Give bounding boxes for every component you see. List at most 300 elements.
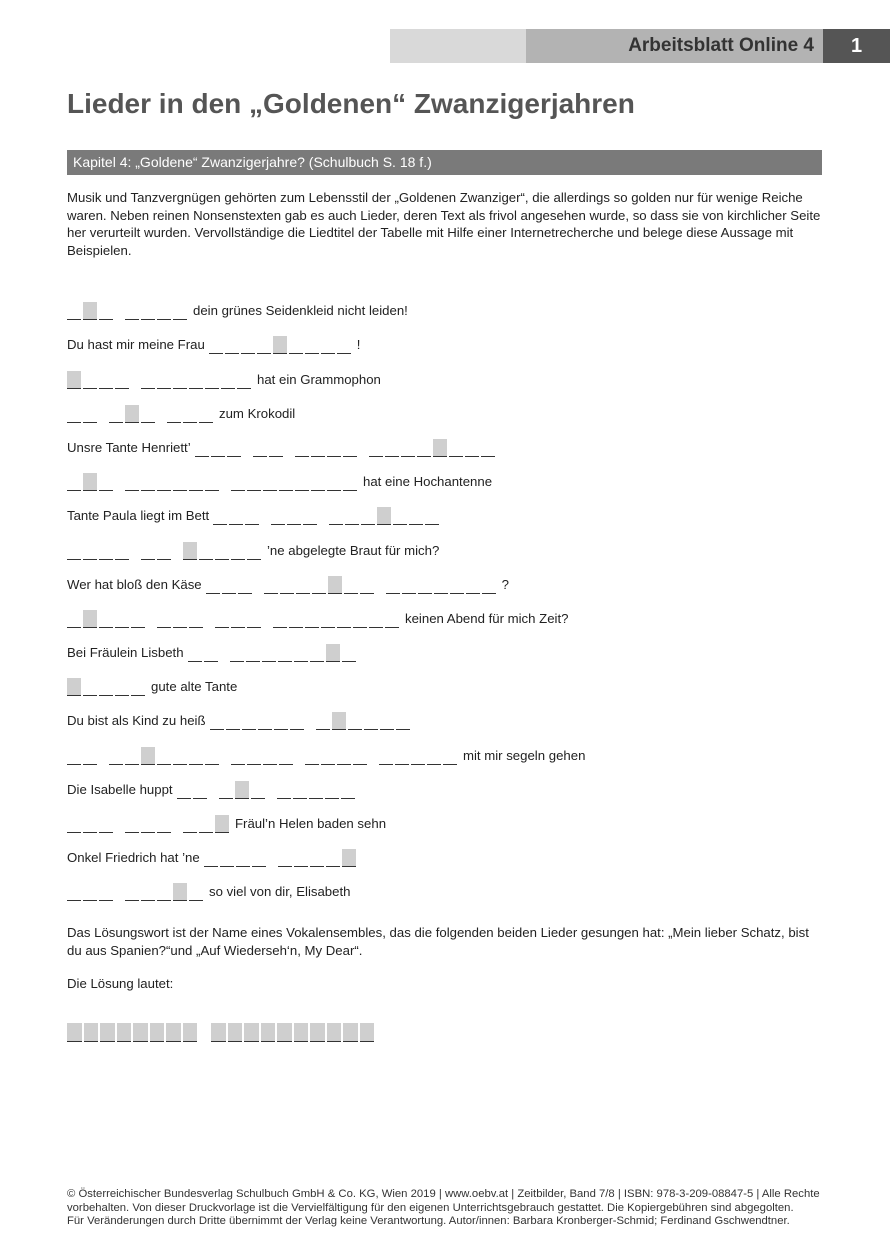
letter-blank[interactable] xyxy=(83,405,97,423)
letter-blank[interactable] xyxy=(411,747,425,765)
letter-blank[interactable] xyxy=(183,405,197,423)
letter-blank[interactable] xyxy=(321,610,335,628)
letter-blank[interactable] xyxy=(189,473,203,491)
letter-blank[interactable] xyxy=(193,781,207,799)
letter-blank[interactable] xyxy=(277,781,291,799)
solution-letter-blank[interactable] xyxy=(326,644,340,662)
letter-blank[interactable] xyxy=(353,610,367,628)
letter-blank[interactable] xyxy=(385,610,399,628)
letter-blank[interactable] xyxy=(329,507,343,525)
letter-blank[interactable] xyxy=(195,439,209,457)
solution-box[interactable] xyxy=(261,1023,276,1042)
song-title-text: hat ein Grammophon xyxy=(257,371,381,387)
letter-blank[interactable] xyxy=(215,610,229,628)
solution-box[interactable] xyxy=(244,1023,259,1042)
solution-letter-blank[interactable] xyxy=(125,405,139,423)
letter-blank[interactable] xyxy=(466,576,480,594)
word-blanks xyxy=(316,712,412,730)
letter-blank[interactable] xyxy=(131,678,145,696)
letter-blank[interactable] xyxy=(238,576,252,594)
letter-blank[interactable] xyxy=(173,371,187,389)
word-blanks xyxy=(231,747,295,765)
letter-blank[interactable] xyxy=(225,336,239,354)
letter-blank[interactable] xyxy=(210,712,224,730)
song-row xyxy=(67,833,589,867)
word-blanks xyxy=(67,371,131,389)
letter-blank[interactable] xyxy=(353,747,367,765)
letter-blank[interactable] xyxy=(449,439,463,457)
letter-blank[interactable] xyxy=(434,576,448,594)
letter-blank[interactable] xyxy=(247,610,261,628)
letter-blank[interactable] xyxy=(204,644,218,662)
letter-blank[interactable] xyxy=(141,302,155,320)
letter-blank[interactable] xyxy=(309,781,323,799)
letter-blank[interactable] xyxy=(67,610,81,628)
song-title-text: mit mir segeln gehen xyxy=(463,747,586,763)
solution-letter-blank[interactable] xyxy=(328,576,342,594)
solution-box[interactable] xyxy=(294,1023,309,1042)
letter-blank[interactable] xyxy=(83,371,97,389)
word-blanks xyxy=(204,849,268,867)
letter-blank[interactable] xyxy=(343,439,357,457)
letter-blank[interactable] xyxy=(237,371,251,389)
letter-blank[interactable] xyxy=(321,336,335,354)
word-blanks xyxy=(67,405,99,423)
letter-blank[interactable] xyxy=(482,576,496,594)
word-blanks xyxy=(67,473,115,491)
song-title-text: so viel von dir, Elisabeth xyxy=(209,884,351,900)
letter-blank[interactable] xyxy=(231,473,245,491)
word-blanks xyxy=(219,781,267,799)
letter-blank[interactable] xyxy=(409,507,423,525)
solution-letter-blank[interactable] xyxy=(342,849,356,867)
word-blanks xyxy=(209,336,353,354)
letter-blank[interactable] xyxy=(262,644,276,662)
solution-box[interactable] xyxy=(100,1023,115,1042)
letter-blank[interactable] xyxy=(386,576,400,594)
letter-blank[interactable] xyxy=(360,576,374,594)
letter-blank[interactable] xyxy=(99,883,113,901)
letter-blank[interactable] xyxy=(213,507,227,525)
solution-box[interactable] xyxy=(327,1023,342,1042)
solution-box[interactable] xyxy=(277,1023,292,1042)
letter-blank[interactable] xyxy=(310,644,324,662)
letter-blank[interactable] xyxy=(252,849,266,867)
word-blanks xyxy=(183,542,263,560)
letter-blank[interactable] xyxy=(215,542,229,560)
solution-box[interactable] xyxy=(228,1023,243,1042)
letter-blank[interactable] xyxy=(293,781,307,799)
header-bar-light xyxy=(390,29,526,63)
letter-blank[interactable] xyxy=(157,371,171,389)
song-row xyxy=(67,696,589,730)
letter-blank[interactable] xyxy=(316,712,330,730)
letter-blank[interactable] xyxy=(247,747,261,765)
letter-blank[interactable] xyxy=(279,747,293,765)
solution-box[interactable] xyxy=(343,1023,358,1042)
letter-blank[interactable] xyxy=(206,576,220,594)
word-blanks xyxy=(215,610,263,628)
letter-blank[interactable] xyxy=(141,815,155,833)
letter-blank[interactable] xyxy=(401,439,415,457)
letter-blank[interactable] xyxy=(157,302,171,320)
letter-blank[interactable] xyxy=(189,610,203,628)
solution-letter-blank[interactable] xyxy=(83,302,97,320)
letter-blank[interactable] xyxy=(125,815,139,833)
solution-box[interactable] xyxy=(84,1023,99,1042)
letter-blank[interactable] xyxy=(481,439,495,457)
letter-blank[interactable] xyxy=(83,542,97,560)
letter-blank[interactable] xyxy=(231,542,245,560)
letter-blank[interactable] xyxy=(303,507,317,525)
letter-blank[interactable] xyxy=(417,439,431,457)
song-row xyxy=(67,628,589,662)
letter-blank[interactable] xyxy=(337,610,351,628)
letter-blank[interactable] xyxy=(67,747,81,765)
letter-blank[interactable] xyxy=(99,815,113,833)
word-blanks xyxy=(277,781,357,799)
letter-blank[interactable] xyxy=(395,747,409,765)
letter-blank[interactable] xyxy=(67,815,81,833)
letter-blank[interactable] xyxy=(341,781,355,799)
letter-blank[interactable] xyxy=(141,473,155,491)
letter-blank[interactable] xyxy=(141,542,155,560)
word-blanks xyxy=(264,576,376,594)
letter-blank[interactable] xyxy=(67,302,81,320)
letter-blank[interactable] xyxy=(221,371,235,389)
letter-blank[interactable] xyxy=(247,473,261,491)
solution-letter-blank[interactable] xyxy=(273,336,287,354)
song-title-text: Du bist als Kind zu heiß xyxy=(67,713,206,729)
song-row xyxy=(67,765,589,799)
letter-blank[interactable] xyxy=(348,712,362,730)
song-title-text: dein grünes Seidenkleid nicht leiden! xyxy=(193,303,408,319)
letter-blank[interactable] xyxy=(364,712,378,730)
word-blanks xyxy=(188,644,220,662)
song-row xyxy=(67,799,589,833)
letter-blank[interactable] xyxy=(344,576,358,594)
letter-blank[interactable] xyxy=(305,336,319,354)
letter-blank[interactable] xyxy=(290,712,304,730)
letter-blank[interactable] xyxy=(264,576,278,594)
solution-box[interactable] xyxy=(150,1023,165,1042)
song-title-text: zum Krokodil xyxy=(219,405,296,421)
letter-blank[interactable] xyxy=(173,610,187,628)
letter-blank[interactable] xyxy=(220,849,234,867)
solution-box[interactable] xyxy=(117,1023,132,1042)
letter-blank[interactable] xyxy=(230,644,244,662)
letter-blank[interactable] xyxy=(246,644,260,662)
letter-blank[interactable] xyxy=(312,576,326,594)
solution-box[interactable] xyxy=(310,1023,325,1042)
letter-blank[interactable] xyxy=(183,815,197,833)
letter-blank[interactable] xyxy=(253,439,267,457)
letter-blank[interactable] xyxy=(231,747,245,765)
letter-blank[interactable] xyxy=(369,610,383,628)
letter-blank[interactable] xyxy=(311,473,325,491)
word-blanks xyxy=(67,815,115,833)
letter-blank[interactable] xyxy=(199,542,213,560)
letter-blank[interactable] xyxy=(242,712,256,730)
word-blanks xyxy=(109,405,157,423)
letter-blank[interactable] xyxy=(199,815,213,833)
letter-blank[interactable] xyxy=(465,439,479,457)
letter-blank[interactable] xyxy=(296,576,310,594)
letter-blank[interactable] xyxy=(67,405,81,423)
letter-blank[interactable] xyxy=(125,883,139,901)
letter-blank[interactable] xyxy=(115,678,129,696)
letter-blank[interactable] xyxy=(205,747,219,765)
letter-blank[interactable] xyxy=(385,439,399,457)
letter-blank[interactable] xyxy=(83,883,97,901)
letter-blank[interactable] xyxy=(425,507,439,525)
letter-blank[interactable] xyxy=(295,439,309,457)
letter-blank[interactable] xyxy=(289,336,303,354)
letter-blank[interactable] xyxy=(167,405,181,423)
letter-blank[interactable] xyxy=(402,576,416,594)
letter-blank[interactable] xyxy=(326,849,340,867)
letter-blank[interactable] xyxy=(67,542,81,560)
letter-blank[interactable] xyxy=(125,473,139,491)
letter-blank[interactable] xyxy=(287,507,301,525)
letter-blank[interactable] xyxy=(83,678,97,696)
letter-blank[interactable] xyxy=(157,883,171,901)
letter-blank[interactable] xyxy=(99,610,113,628)
letter-blank[interactable] xyxy=(204,849,218,867)
solution-letter-blank[interactable] xyxy=(67,678,81,696)
letter-blank[interactable] xyxy=(157,473,171,491)
letter-blank[interactable] xyxy=(241,336,255,354)
word-blanks xyxy=(278,849,358,867)
page-title: Lieder in den „Goldenen“ Zwanzigerjahren xyxy=(67,88,635,119)
letter-blank[interactable] xyxy=(173,302,187,320)
song-title-text: Du hast mir meine Frau xyxy=(67,337,205,353)
word-blanks xyxy=(379,747,459,765)
solution-letter-blank[interactable] xyxy=(332,712,346,730)
word-blanks xyxy=(295,439,359,457)
word-blanks xyxy=(141,371,253,389)
letter-blank[interactable] xyxy=(99,678,113,696)
letter-blank[interactable] xyxy=(83,815,97,833)
letter-blank[interactable] xyxy=(236,849,250,867)
song-title-text: hat eine Hochantenne xyxy=(363,474,493,490)
letter-blank[interactable] xyxy=(269,439,283,457)
song-title-text: Wer hat bloß den Käse xyxy=(67,576,202,592)
letter-blank[interactable] xyxy=(294,644,308,662)
letter-blank[interactable] xyxy=(67,883,81,901)
word-blanks xyxy=(157,610,205,628)
letter-blank[interactable] xyxy=(418,576,432,594)
letter-blank[interactable] xyxy=(211,439,225,457)
song-row xyxy=(67,320,589,354)
solution-box[interactable] xyxy=(211,1023,226,1042)
letter-blank[interactable] xyxy=(337,747,351,765)
letter-blank[interactable] xyxy=(327,473,341,491)
letter-blank[interactable] xyxy=(427,747,441,765)
letter-blank[interactable] xyxy=(305,747,319,765)
song-title-text: Fräul’n Helen baden sehn xyxy=(235,816,387,831)
solution-letter-blank[interactable] xyxy=(173,883,187,901)
letter-blank[interactable] xyxy=(361,507,375,525)
page-number: 1 xyxy=(823,29,890,63)
song-title-text: Die Isabelle huppt xyxy=(67,781,173,797)
letter-blank[interactable] xyxy=(342,644,356,662)
letter-blank[interactable] xyxy=(379,747,393,765)
letter-blank[interactable] xyxy=(295,473,309,491)
solution-box[interactable] xyxy=(67,1023,82,1042)
letter-blank[interactable] xyxy=(83,747,97,765)
letter-blank[interactable] xyxy=(251,781,265,799)
song-title-text: Onkel Friedrich hat ’ne xyxy=(67,850,200,866)
song-title-text: ? xyxy=(501,576,509,592)
letter-blank[interactable] xyxy=(274,712,288,730)
solution-label: Die Lösung lautet: xyxy=(67,976,174,991)
letter-blank[interactable] xyxy=(189,883,203,901)
solution-letter-blank[interactable] xyxy=(433,439,447,457)
letter-blank[interactable] xyxy=(396,712,410,730)
letter-blank[interactable] xyxy=(219,781,233,799)
letter-blank[interactable] xyxy=(305,610,319,628)
letter-blank[interactable] xyxy=(310,849,324,867)
word-blanks xyxy=(210,712,306,730)
letter-blank[interactable] xyxy=(393,507,407,525)
song-row xyxy=(67,491,589,525)
letter-blank[interactable] xyxy=(115,610,129,628)
letter-blank[interactable] xyxy=(345,507,359,525)
solution-box[interactable] xyxy=(133,1023,148,1042)
letter-blank[interactable] xyxy=(109,747,123,765)
letter-blank[interactable] xyxy=(131,610,145,628)
letter-blank[interactable] xyxy=(199,405,213,423)
letter-blank[interactable] xyxy=(205,473,219,491)
word-blanks xyxy=(386,576,498,594)
letter-blank[interactable] xyxy=(321,747,335,765)
letter-blank[interactable] xyxy=(450,576,464,594)
solution-letter-blank[interactable] xyxy=(183,542,197,560)
song-title-text: ! xyxy=(356,337,361,353)
solution-letter-blank[interactable] xyxy=(215,815,229,833)
letter-blank[interactable] xyxy=(125,302,139,320)
letter-blank[interactable] xyxy=(157,747,171,765)
solution-letter-blank[interactable] xyxy=(83,610,97,628)
letter-blank[interactable] xyxy=(311,439,325,457)
letter-blank[interactable] xyxy=(226,712,240,730)
letter-blank[interactable] xyxy=(280,576,294,594)
letter-blank[interactable] xyxy=(231,610,245,628)
letter-blank[interactable] xyxy=(278,644,292,662)
letter-blank[interactable] xyxy=(263,473,277,491)
song-row xyxy=(67,389,589,423)
letter-blank[interactable] xyxy=(141,405,155,423)
letter-blank[interactable] xyxy=(157,610,171,628)
letter-blank[interactable] xyxy=(343,473,357,491)
letter-blank[interactable] xyxy=(247,542,261,560)
word-blanks xyxy=(253,439,285,457)
letter-blank[interactable] xyxy=(263,747,277,765)
letter-blank[interactable] xyxy=(99,542,113,560)
letter-blank[interactable] xyxy=(325,781,339,799)
solution-letter-blank[interactable] xyxy=(141,747,155,765)
song-row xyxy=(67,525,589,559)
word-blanks xyxy=(67,542,131,560)
letter-blank[interactable] xyxy=(141,371,155,389)
letter-blank[interactable] xyxy=(99,371,113,389)
letter-blank[interactable] xyxy=(294,849,308,867)
letter-blank[interactable] xyxy=(189,371,203,389)
letter-blank[interactable] xyxy=(257,336,271,354)
letter-blank[interactable] xyxy=(99,473,113,491)
letter-blank[interactable] xyxy=(278,849,292,867)
word-blanks xyxy=(141,542,173,560)
letter-blank[interactable] xyxy=(177,781,191,799)
solution-letter-blank[interactable] xyxy=(83,473,97,491)
solution-box[interactable] xyxy=(183,1023,198,1042)
song-title-text: keinen Abend für mich Zeit? xyxy=(405,610,569,626)
song-row xyxy=(67,730,589,764)
solution-box[interactable] xyxy=(360,1023,375,1042)
letter-blank[interactable] xyxy=(188,644,202,662)
letter-blank[interactable] xyxy=(369,439,383,457)
letter-blank[interactable] xyxy=(157,815,171,833)
letter-blank[interactable] xyxy=(337,336,351,354)
letter-blank[interactable] xyxy=(289,610,303,628)
solution-box[interactable] xyxy=(166,1023,181,1042)
letter-blank[interactable] xyxy=(173,473,187,491)
letter-blank[interactable] xyxy=(173,747,187,765)
letter-blank[interactable] xyxy=(227,439,241,457)
word-blanks xyxy=(273,610,401,628)
footer-copyright xyxy=(67,1188,827,1229)
song-row xyxy=(67,867,589,901)
letter-blank[interactable] xyxy=(109,405,123,423)
letter-blank[interactable] xyxy=(327,439,341,457)
letter-blank[interactable] xyxy=(380,712,394,730)
letter-blank[interactable] xyxy=(205,371,219,389)
word-blanks xyxy=(230,644,358,662)
song-row xyxy=(67,457,589,491)
word-blanks xyxy=(183,815,231,833)
word-blanks xyxy=(67,302,115,320)
solution-letter-blank[interactable] xyxy=(67,371,81,389)
letter-blank[interactable] xyxy=(99,302,113,320)
song-row xyxy=(67,423,589,457)
word-blanks xyxy=(231,473,359,491)
solution-letter-blank[interactable] xyxy=(377,507,391,525)
letter-blank[interactable] xyxy=(157,542,171,560)
letter-blank[interactable] xyxy=(67,473,81,491)
solution-word-boxes[interactable] xyxy=(67,1023,376,1042)
word-blanks xyxy=(167,405,215,423)
letter-blank[interactable] xyxy=(271,507,285,525)
letter-blank[interactable] xyxy=(209,336,223,354)
solution-letter-blank[interactable] xyxy=(235,781,249,799)
letter-blank[interactable] xyxy=(258,712,272,730)
letter-blank[interactable] xyxy=(115,371,129,389)
word-blanks xyxy=(271,507,319,525)
word-blanks xyxy=(67,747,99,765)
letter-blank[interactable] xyxy=(115,542,129,560)
letter-blank[interactable] xyxy=(279,473,293,491)
intro-paragraph: Musik und Tanzvergnügen gehörten zum Lebensstil der „Goldenen Zwanziger“, die allerdings so golden nur für wenige Reiche waren. Neben reinen Nonsenstexten gab es auch Lieder, deren Text als frivol angesehen wurde, so dass sie von kirchlicher Seite her verurteilt wurden. Vervollständige die Liedtitel der Tabelle mit Hilfe einer Internetrecherche und belege diese Aussage mit Beispielen. xyxy=(67,190,821,258)
letter-blank[interactable] xyxy=(125,747,139,765)
letter-blank[interactable] xyxy=(141,883,155,901)
letter-blank[interactable] xyxy=(222,576,236,594)
letter-blank[interactable] xyxy=(229,507,243,525)
letter-blank[interactable] xyxy=(245,507,259,525)
letter-blank[interactable] xyxy=(189,747,203,765)
letter-blank[interactable] xyxy=(273,610,287,628)
letter-blank[interactable] xyxy=(443,747,457,765)
